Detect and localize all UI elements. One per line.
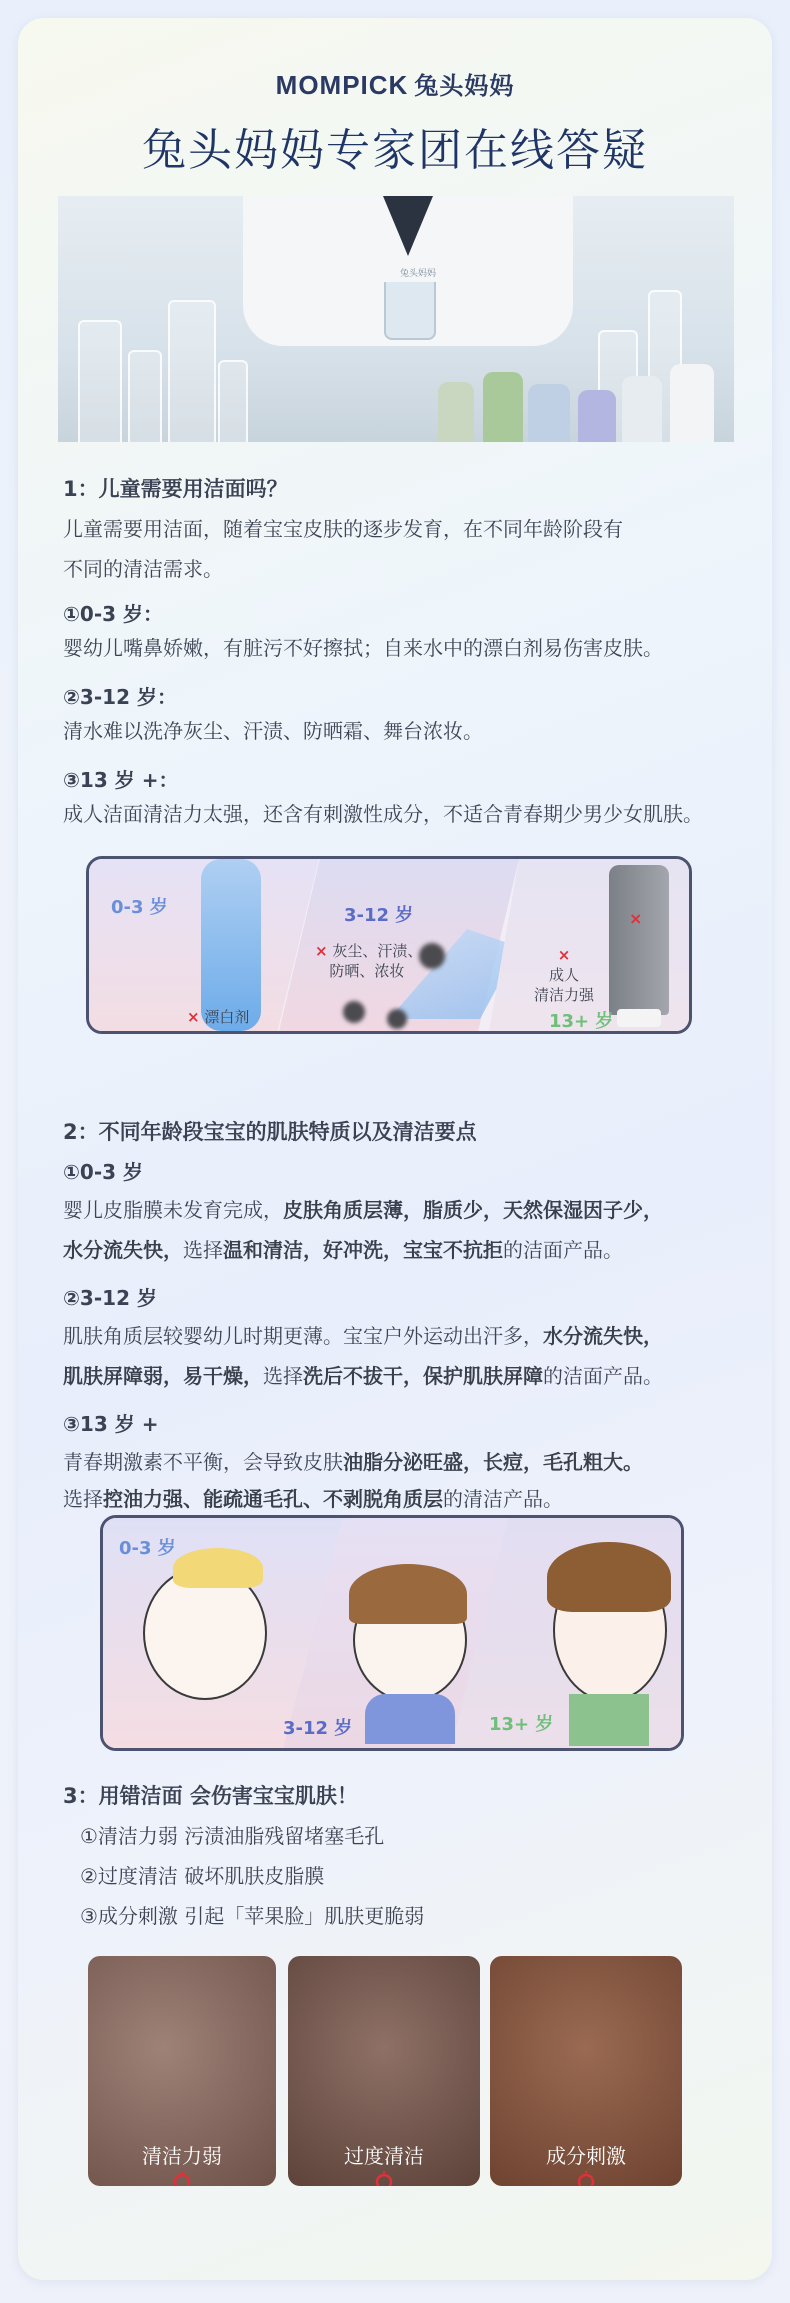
panel2-age3: 13+ 岁 — [489, 1714, 554, 1735]
s3-item2: ②过度清洁 破坏肌肤皮脂膜 — [80, 1864, 325, 1888]
s3-item1: ①清洁力弱 污渍油脂残留堵塞毛孔 — [80, 1824, 385, 1848]
s1-item3-text: 成人洁面清洁力太强，还含有刺激性成分，不适合青春期少男少女肌肤。 — [63, 802, 703, 826]
section1-intro-2: 不同的清洁需求。 — [63, 557, 223, 581]
s2-age2: ②3-12 岁 — [63, 1286, 157, 1310]
s1-item1-label: ①0-3 岁： — [63, 602, 164, 626]
teen-hair — [547, 1542, 671, 1612]
s2-p1a: 婴儿皮脂膜未发育完成，皮肤角质层薄，脂质少，天然保湿因子少， — [63, 1198, 663, 1222]
baby-hair — [173, 1548, 263, 1588]
s1-item3-label: ③13 岁 +： — [63, 768, 179, 792]
skin-card-over — [288, 1956, 480, 2186]
panel2-age1: 0-3 岁 — [119, 1538, 176, 1559]
s2-p2a: 肌肤角质层较婴幼儿时期更薄。宝宝户外运动出汗多，水分流失快， — [63, 1324, 663, 1348]
s2-p1b: 水分流失快，选择温和清洁，好冲洗，宝宝不抗拒的洁面产品。 — [63, 1238, 623, 1262]
content-card — [18, 18, 772, 2280]
brand-cn: 兔头妈妈 — [414, 73, 515, 100]
brand-en: MOMPICK — [275, 70, 409, 100]
panel1-note1: × 漂白剂 — [187, 1008, 250, 1026]
s3-item3: ③成分刺激 引起「苹果脸」肌肤更脆弱 — [80, 1904, 425, 1928]
panel1-note2: × 灰尘、汗渍、 防晒、浓妆 — [315, 942, 423, 980]
section1-question: 1：儿童需要用洁面吗？ — [63, 477, 288, 501]
lightbulb-icon — [169, 2171, 195, 2186]
tube-x-mark: × — [629, 909, 643, 928]
s1-item1-text: 婴幼儿嘴鼻娇嫩，有脏污不好擦拭；自来水中的漂白剂易伤害皮肤。 — [63, 636, 663, 660]
brand-logo — [18, 66, 772, 101]
panel1-age1: 0-3 岁 — [111, 897, 168, 918]
adult-cleanser-tube — [609, 865, 669, 1015]
page-title: 兔头妈妈专家团在线答疑 — [142, 125, 648, 176]
s2-age1: ①0-3 岁 — [63, 1160, 144, 1184]
s2-age3: ③13 岁 + — [63, 1412, 159, 1436]
skin-card-over-label: 过度清洁 — [344, 2144, 424, 2168]
panel2-age2: 3-12 岁 — [283, 1718, 353, 1739]
s2-p3b: 选择控油力强、能疏通毛孔、不剥脱角质层的清洁产品。 — [63, 1487, 563, 1511]
panel1-age3: 13+ 岁 — [549, 1011, 614, 1032]
kids-age-illustration — [100, 1515, 684, 1751]
s2-p2b: 肌肤屏障弱，易干燥，选择洗后不拔干，保护肌肤屏障的洁面产品。 — [63, 1364, 663, 1388]
skin-card-irritant-label: 成分刺激 — [546, 2144, 626, 2168]
s2-p3a: 青春期激素不平衡，会导致皮肤油脂分泌旺盛，长痘，毛孔粗大。 — [63, 1450, 643, 1474]
skin-card-irritant — [490, 1956, 682, 2186]
skin-card-weak-label: 清洁力弱 — [142, 2144, 222, 2168]
skin-card-weak — [88, 1956, 276, 2186]
lightbulb-icon — [371, 2171, 397, 2186]
panel1-note3: × 成人 清洁力强 — [533, 946, 594, 1004]
section1-intro-1: 儿童需要用洁面，随着宝宝皮肤的逐步发育，在不同年龄阶段有 — [63, 517, 623, 541]
bottle-label: 兔头妈妈 — [400, 269, 437, 279]
s1-item2-text: 清水难以洗净灰尘、汗渍、防晒霜、舞台浓妆。 — [63, 719, 483, 743]
hero-lab-image — [58, 196, 734, 442]
s1-item2-label: ②3-12 岁： — [63, 685, 177, 709]
child-hair — [349, 1564, 467, 1624]
cleansing-need-illustration — [86, 856, 692, 1034]
section3-question: 3：用错洁面 会伤害宝宝肌肤！ — [63, 1784, 358, 1808]
panel1-age2: 3-12 岁 — [344, 905, 414, 926]
section2-question: 2：不同年龄段宝宝的肌肤特质以及清洁要点 — [63, 1120, 477, 1144]
lightbulb-icon — [573, 2171, 599, 2186]
